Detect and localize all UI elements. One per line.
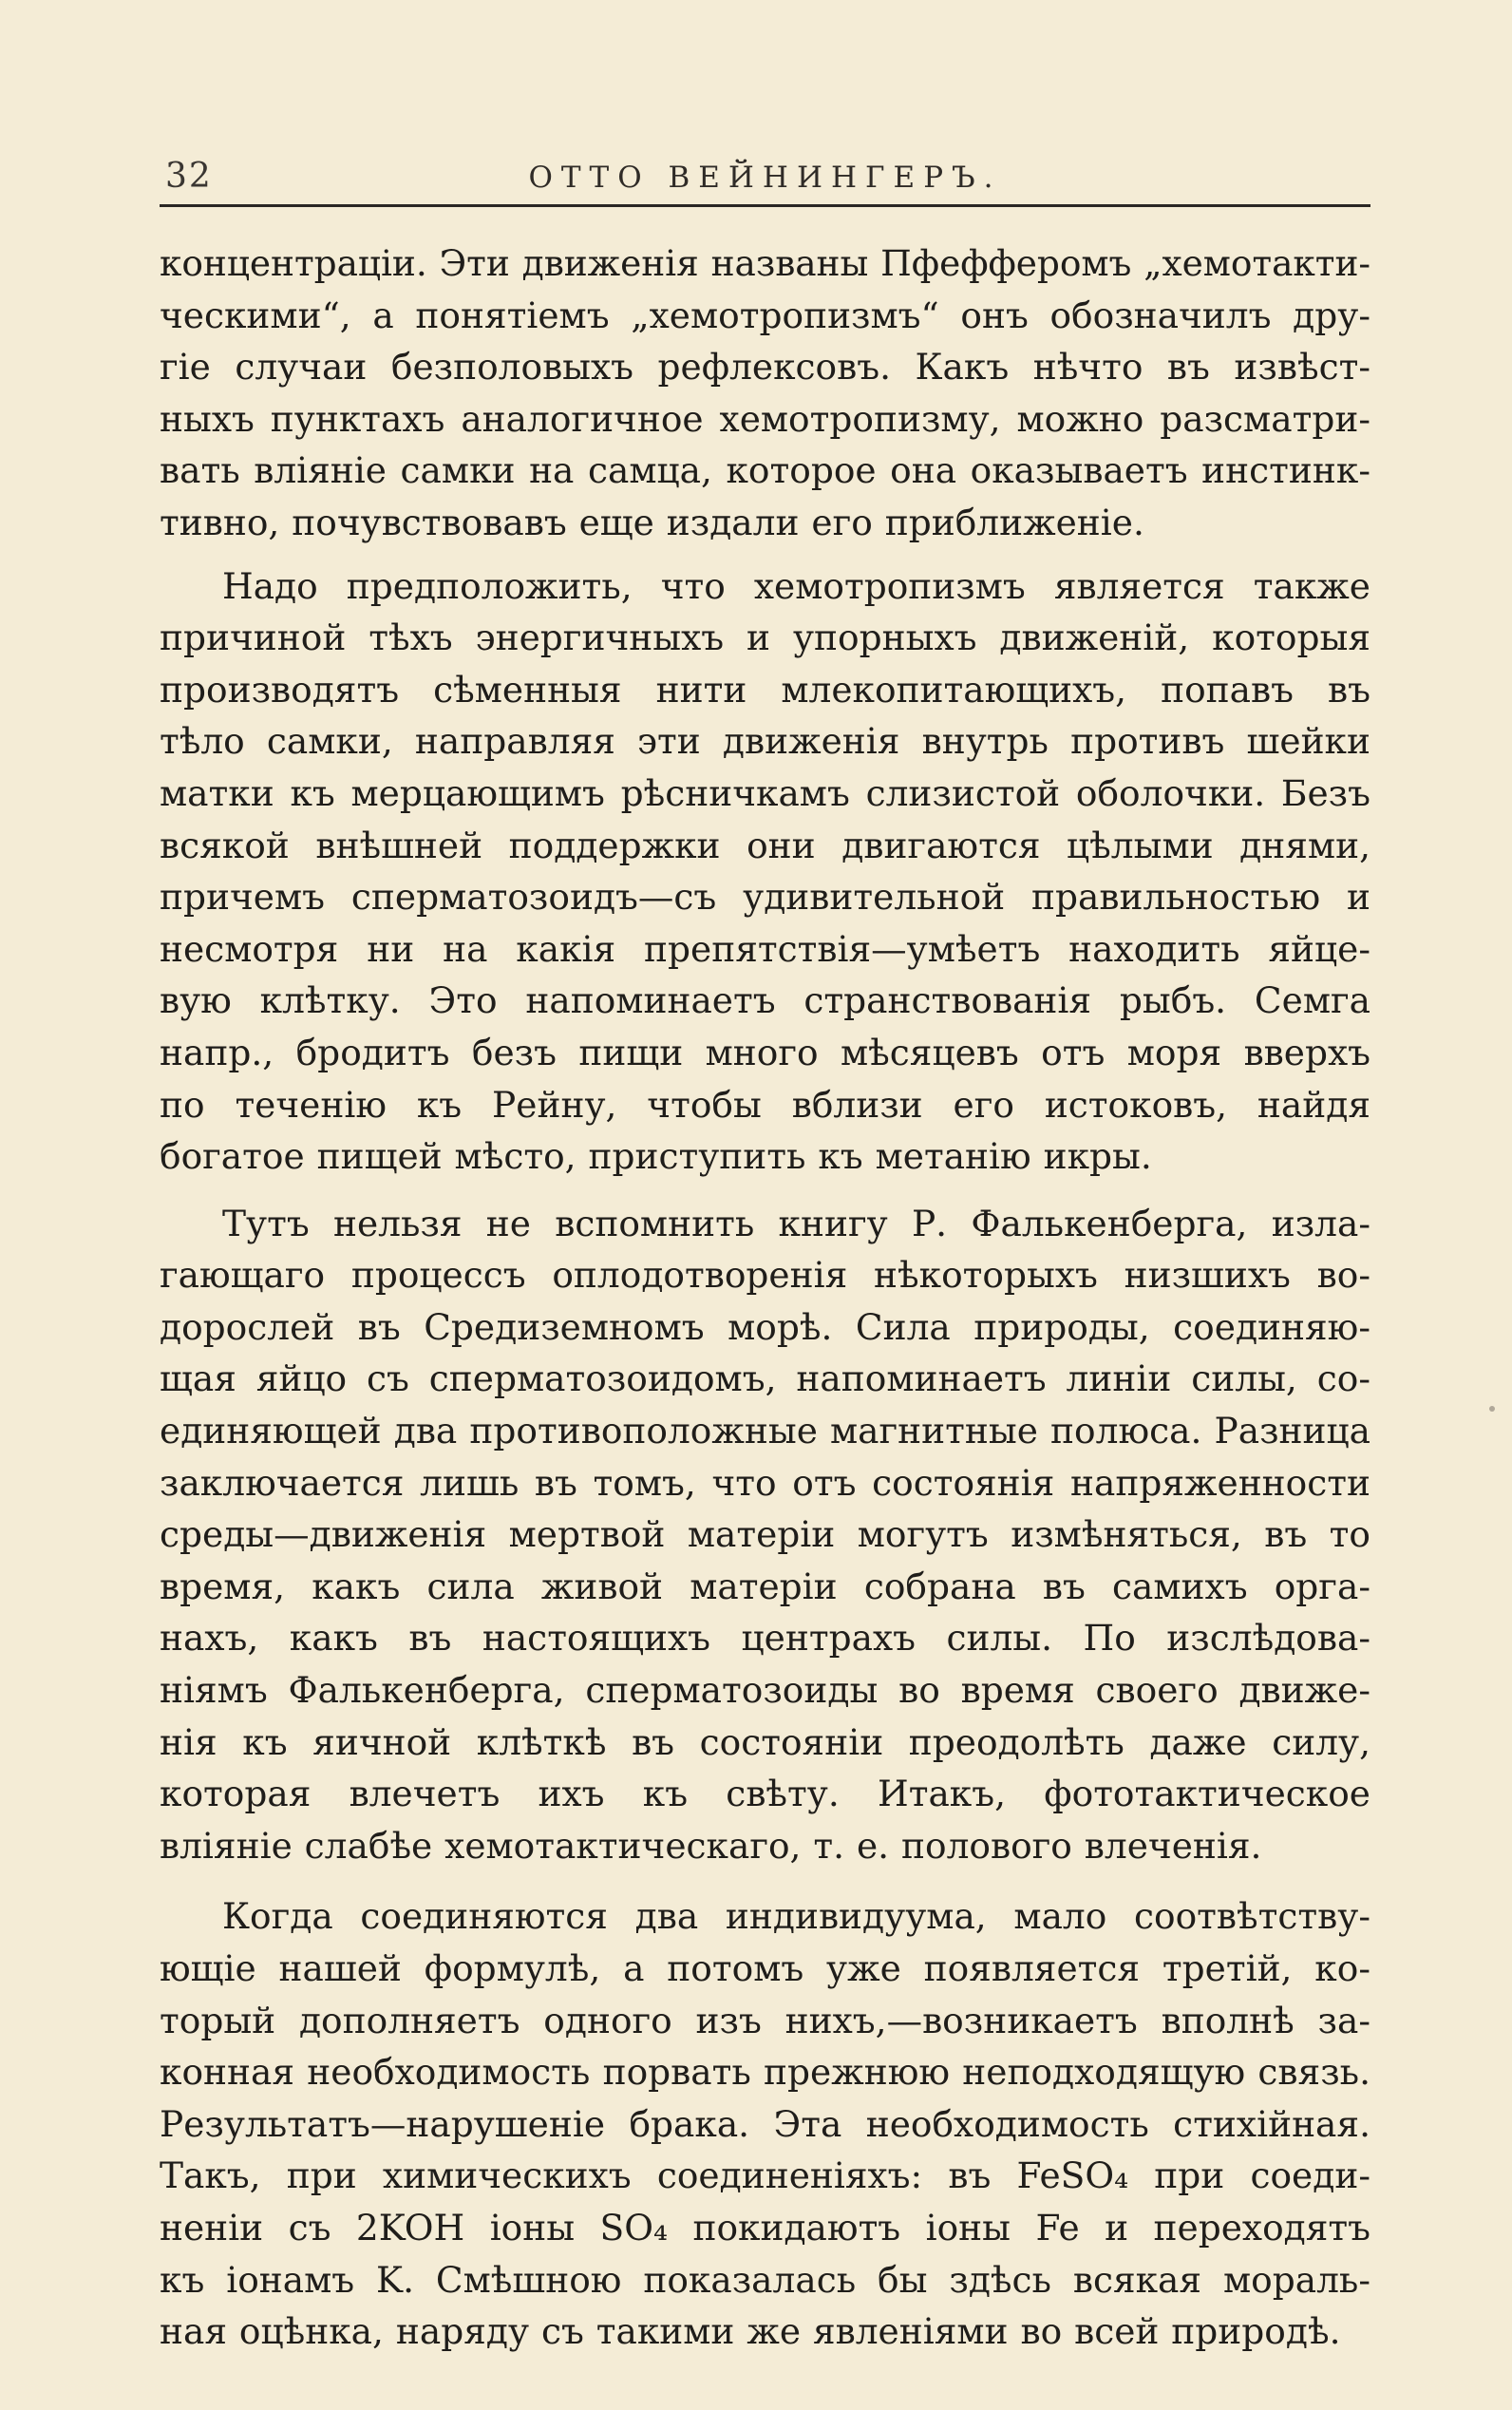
text-line: среды—движенія мертвой матеріи могутъ измѣняться, въ то [160, 1513, 1370, 1556]
text-line: заключается лишь въ томъ, что отъ состоянія напряженности [160, 1461, 1370, 1504]
text-line: всякой внѣшней поддержки они двигаются цѣлыми днями, [160, 824, 1370, 866]
text-line: причиной тѣхъ энергичныхъ и упорныхъ движеній, которыя [160, 617, 1370, 659]
paragraph-4 [160, 1890, 1370, 2357]
text-line: гіе случаи безполовыхъ рефлексовъ. Какъ нѣчто въ извѣст- [160, 346, 1370, 389]
text-line: ніямъ Фалькенберга, сперматозоиды во время своего движе- [160, 1669, 1370, 1712]
text-line: нія къ яичной клѣткѣ въ состояніи преодолѣть даже силу, [160, 1720, 1370, 1763]
text-line: тѣло самки, направляя эти движенія внутрь противъ шейки [160, 720, 1370, 763]
text-line: вую клѣтку. Это напоминаетъ странствованія рыбъ. Семга [160, 979, 1370, 1022]
text-line: время, какъ сила живой матеріи собрана въ самихъ орга- [160, 1565, 1370, 1607]
running-head: ОТТО ВЕЙНИНГЕРЪ. [528, 161, 1002, 195]
text-line: концентраціи. Эти движенія названы Пфефферомъ „хемотакти- [160, 242, 1370, 284]
text-line: ющіе нашей формулѣ, а потомъ уже появляется третій, ко- [160, 1947, 1370, 1989]
text-line: несмотря ни на какія препятствія—умѣетъ находить яйце- [160, 927, 1370, 970]
text-line: дорослей въ Средиземномъ морѣ. Сила природы, соединяю- [160, 1305, 1370, 1348]
text-line: производятъ сѣменныя нити млекопитающихъ, попавъ въ [160, 668, 1370, 711]
text-line: гающаго процессъ оплодотворенія нѣкоторыхъ низшихъ во- [160, 1254, 1370, 1297]
text-line: неніи съ 2KOH іоны SO₄ покидаютъ іоны Fe и переходятъ [160, 2206, 1370, 2249]
text-line: которая влечетъ ихъ къ свѣту. Итакъ, фототактическое [160, 1773, 1370, 1815]
text-line: нахъ, какъ въ настоящихъ центрахъ силы. По изслѣдова- [160, 1617, 1370, 1660]
print-speck [1489, 1406, 1495, 1412]
paragraph-2 [160, 560, 1370, 1183]
text-line: Когда соединяются два индивидуума, мало соотвѣтству- [222, 1895, 1370, 1938]
text-line: вать вліяніе самки на самца, которое она оказываетъ инстинк- [160, 449, 1370, 492]
text-line: Тутъ нельзя не вспомнить книгу Р. Фалькенберга, изла- [222, 1202, 1370, 1244]
text-line: богатое пищей мѣсто, приступить къ метанію икры. [160, 1135, 1152, 1178]
text-line: Надо предположить, что хемотропизмъ является также [222, 564, 1370, 607]
text-line: ческими“, а понятіемъ „хемотропизмъ“ онъ обозначилъ дру- [160, 294, 1370, 336]
text-line: конная необходимость порвать прежнюю неподходящую связь. [160, 2051, 1370, 2094]
paragraph-3 [160, 1198, 1370, 1872]
text-line: тивно, почувствовавъ еще издали его приближеніе. [160, 501, 1144, 543]
text-line: по теченію къ Рейну, чтобы вблизи его истоковъ, найдя [160, 1083, 1370, 1126]
text-line: вліяніе слабѣе хемотактическаго, т. е. полового влеченія. [160, 1824, 1262, 1867]
text-line: причемъ сперматозоидъ—съ удивительной правильностью и [160, 876, 1370, 919]
paragraph-1 [160, 237, 1370, 549]
page-header [160, 157, 1370, 207]
text-line: къ іонамъ K. Смѣшною показалась бы здѣсь всякая мораль- [160, 2258, 1370, 2301]
text-line: Такъ, при химическихъ соединеніяхъ: въ FeSO₄ при соеди- [160, 2154, 1370, 2197]
text-line: единяющей два противоположные магнитные полюса. Разница [160, 1410, 1370, 1452]
text-body [160, 237, 1370, 2358]
text-line: напр., бродитъ безъ пищи много мѣсяцевъ отъ моря вверхъ [160, 1031, 1370, 1073]
text-line: Результатъ—нарушеніе брака. Эта необходимость стихійная. [160, 2102, 1370, 2145]
text-line: торый дополняетъ одного изъ нихъ,—возникаетъ вполнѣ за- [160, 1999, 1370, 2041]
page-number: 32 [165, 157, 213, 196]
text-line: щая яйцо съ сперматозоидомъ, напоминаетъ линіи силы, со- [160, 1357, 1370, 1400]
text-line: матки къ мерцающимъ рѣсничкамъ слизистой оболочки. Безъ [160, 771, 1370, 814]
text-line: ныхъ пунктахъ аналогичное хемотропизму, можно разсматри- [160, 397, 1370, 440]
text-line: ная оцѣнка, наряду съ такими же явленіями во всей природѣ. [160, 2310, 1341, 2353]
